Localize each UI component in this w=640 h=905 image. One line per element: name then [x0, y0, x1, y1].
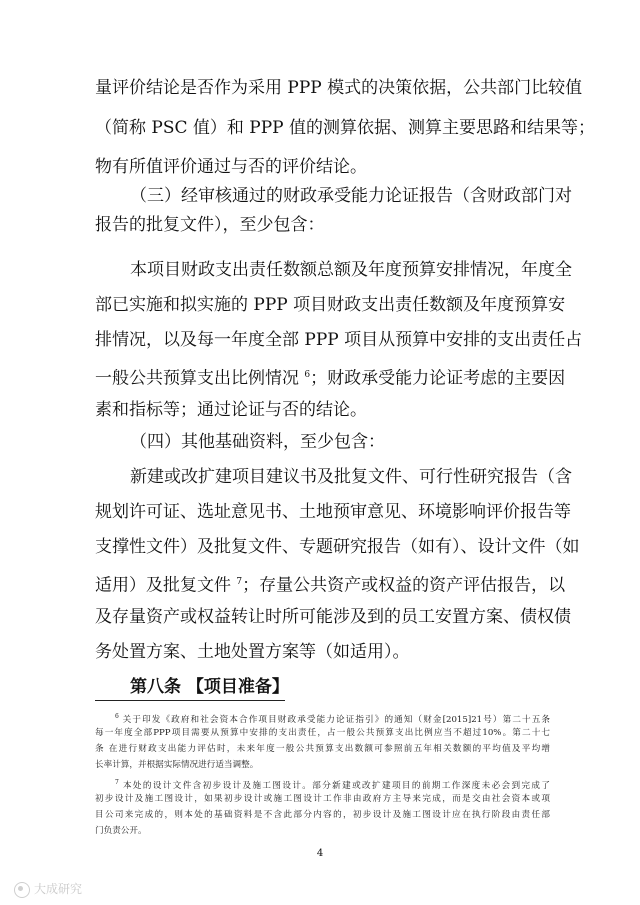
watermark-logo-icon [14, 882, 30, 898]
footnote-ref-6: 6 [304, 370, 311, 380]
footnote-line: 每一年度全部PPP项目需要从预算中安排的支出责任，占一般公共预算支出比例应当不超过10%。第二十七 [95, 728, 550, 738]
footnote-line: 条 在进行财政支出能力评估时，未来年度一般公共预算支出数额可参照前五年相关数额的平均值及平均增 [95, 744, 550, 754]
body-line: 物有所值评价通过与否的评价结论。 [95, 157, 367, 177]
footnote-line: 初步设计及施工图设计，如果初步设计或施工图设计工作非由政府方主导来完成，而是交由社会资本或项 [95, 794, 550, 804]
body-line: 新建或改扩建项目建议书及批复文件、可行性研究报告（含 [130, 467, 572, 487]
body-line [95, 363, 566, 391]
footnote-line: 目公司来完成的，则本处的基础资料是不含此部分内容的，初步设计及施工图设计应在执行阶段由责任部 [95, 810, 550, 820]
body-line: 排情况，以及每一年度全部 PPP 项目从预算中安排的支出责任占 [95, 330, 583, 350]
body-line [95, 570, 566, 598]
body-line: 本项目财政支出责任数额总额及年度预算安排情况，年度全 [130, 260, 572, 280]
footnote-line: 长率计算，并根据实际情况进行适当调整。 [95, 760, 259, 770]
body-line: 部已实施和拟实施的 PPP 项目财政支出责任数额及年度预算安 [95, 295, 566, 315]
page-number: 4 [316, 848, 324, 859]
body-line: （简称 PSC 值）和 PPP 值的测算依据、测算主要思路和结果等； [95, 118, 596, 138]
body-line: 规划许可证、选址意见书、土地预审意见、环境影响评价报告等 [95, 502, 571, 522]
section-heading-three: （三）经审核通过的财政承受能力论证报告（含财政部门对 [130, 186, 572, 206]
watermark [14, 880, 82, 898]
section-heading-four: （四）其他基础资料，至少包含： [130, 432, 385, 452]
footnote-line [115, 776, 550, 793]
body-line-part: ；存量公共资产或权益的资产评估报告，以 [242, 575, 566, 596]
body-line: 量评价结论是否作为采用 PPP 模式的决策依据，公共部门比较值 [95, 78, 583, 98]
watermark-text: 大成研究 [34, 882, 83, 896]
footnote-divider [95, 700, 285, 701]
body-line: 务处置方案、土地处置方案等（如适用）。 [95, 642, 410, 662]
article-heading: 第八条 【项目准备】 [130, 677, 289, 697]
footnote-text: 关于印发《政府和社会资本合作项目财政承受能力论证指引》的通知（财金[2015]21号）第二十五条 [122, 714, 551, 725]
footnote-text: 本处的设计文件含初步设计及施工图设计。部分新建或改扩建项目的前期工作深度未必会到完成了 [122, 780, 550, 791]
footnote-mark-6: 6 [115, 713, 119, 720]
footnote-mark-7: 7 [115, 779, 119, 786]
body-line: 报告的批复文件），至少包含： [95, 215, 325, 235]
body-line-part: ；财政承受能力论证考虑的主要因 [310, 368, 566, 389]
body-line: 及存量资产或权益转让时所可能涉及到的员工安置方案、债权债 [95, 607, 571, 627]
body-line: 素和指标等；通过论证与否的结论。 [95, 400, 367, 420]
body-line-part: 一般公共预算支出比例情况 [95, 368, 299, 389]
body-line-part: 适用）及批复文件 [95, 575, 231, 596]
footnote-line: 门负责公开。 [95, 826, 147, 836]
footnote-line [115, 710, 550, 727]
footnote-ref-7: 7 [236, 577, 243, 587]
body-line: 支撑性文件）及批复文件、专题研究报告（如有）、设计文件（如 [95, 537, 580, 557]
